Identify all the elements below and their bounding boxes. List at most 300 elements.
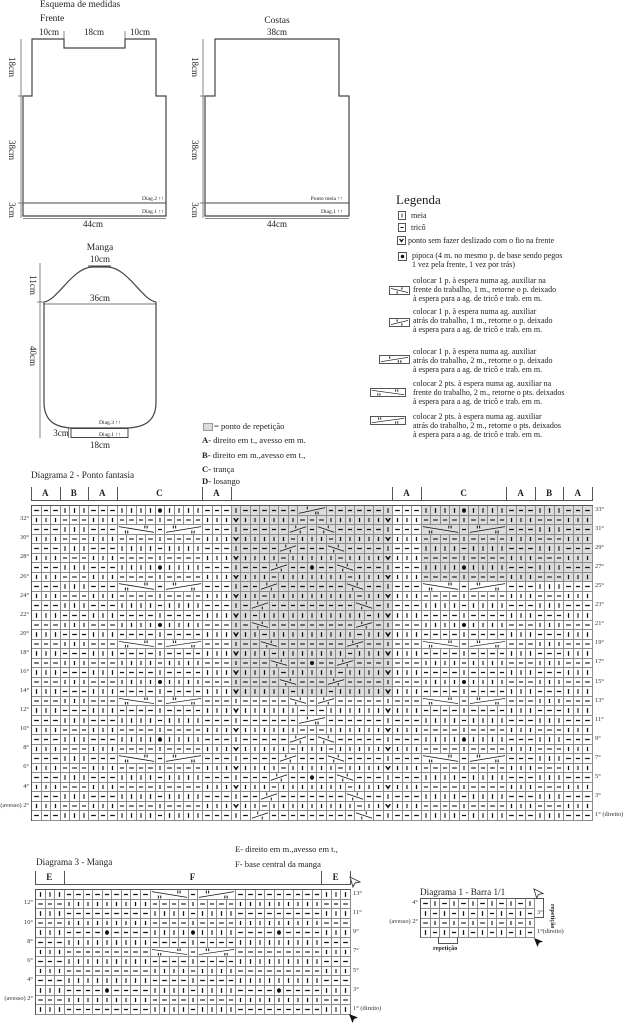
- stitch-purl: [393, 678, 403, 687]
- stitch-knit: [517, 764, 526, 773]
- stitch-purl: [564, 601, 574, 611]
- stitch-purl: [289, 601, 298, 611]
- stitch-knit: [469, 919, 478, 928]
- stitch-purl: [260, 735, 270, 745]
- stitch-knit: [393, 668, 403, 678]
- stitch-purl: [241, 716, 251, 726]
- stitch-knit: [536, 659, 545, 668]
- sleeve-body-height: 40cm: [28, 346, 38, 366]
- stitch-purl: [441, 726, 450, 735]
- stitch-knit: [80, 735, 89, 745]
- stitch-purl: [393, 697, 403, 706]
- stitch-purl: [32, 678, 42, 687]
- stitch-purl: [194, 592, 203, 601]
- chart-section-divider: [592, 487, 593, 500]
- stitch-knit: [317, 554, 327, 563]
- stitch-purl: [374, 811, 384, 821]
- stitch-knit: [260, 706, 270, 716]
- stitch-purl: [460, 754, 469, 764]
- stitch-purl: [222, 601, 232, 611]
- chart-section-label: A: [403, 488, 410, 498]
- stitch-knit: [412, 802, 422, 811]
- stitch-purl: [194, 764, 203, 773]
- cable-1x2-back: [298, 716, 327, 726]
- stitch-purl: [99, 621, 108, 630]
- stitch-purl: [374, 678, 384, 687]
- stitch-purl: [317, 659, 327, 668]
- stitch-knit: [545, 659, 555, 668]
- stitch-knit: [365, 706, 374, 716]
- stitch-purl: [246, 986, 256, 996]
- stitch-purl: [141, 948, 151, 957]
- stitch-knit: [232, 506, 241, 516]
- stitch-knit: [84, 900, 93, 909]
- row-number-label: 22°: [20, 610, 29, 618]
- stitch-knit: [355, 745, 365, 754]
- stitch-knit: [270, 535, 279, 544]
- stitch-knit: [246, 900, 256, 909]
- stitch-knit: [165, 716, 175, 726]
- stitch-purl: [251, 792, 260, 802]
- stitch-knit: [564, 706, 574, 716]
- stitch-slip: [232, 649, 241, 659]
- stitch-knit: [70, 697, 80, 706]
- stitch-knit: [42, 630, 51, 640]
- stitch-purl: [327, 640, 336, 649]
- stitch-purl: [89, 640, 99, 649]
- stitch-purl: [251, 582, 260, 592]
- stitch-knit: [222, 783, 232, 792]
- stitch-purl: [89, 773, 99, 783]
- stitch-knit: [545, 811, 555, 821]
- stitch-slip: [232, 630, 241, 640]
- stitch-purl: [74, 890, 84, 900]
- stitch-purl: [265, 986, 275, 996]
- stitch-purl: [574, 735, 583, 745]
- stitch-purl: [498, 783, 507, 792]
- section-c-note: C- trança: [202, 464, 235, 474]
- repeat-label: = ponto de repetição: [214, 421, 285, 431]
- stitch-knit: [460, 554, 469, 563]
- stitch-knit: [99, 668, 108, 678]
- stitch-knit: [469, 773, 479, 783]
- stitch-purl: [251, 611, 260, 621]
- chart-section-label: A: [42, 488, 49, 498]
- stitch-purl: [460, 525, 469, 535]
- stitch-purl: [479, 516, 488, 525]
- cable-1x1-back: [336, 659, 355, 668]
- stitch-knit: [236, 957, 246, 967]
- stitch-knit: [294, 938, 303, 948]
- stitch-purl: [194, 630, 203, 640]
- stitch-bobble: [460, 506, 469, 516]
- stitch-knit: [365, 554, 374, 563]
- stitch-purl: [99, 525, 108, 535]
- stitch-knit: [459, 909, 469, 919]
- stitch-purl: [393, 659, 403, 668]
- stitch-purl: [46, 919, 55, 928]
- stitch-purl: [213, 735, 222, 745]
- stitch-purl: [526, 506, 536, 516]
- stitch-knit: [460, 687, 469, 697]
- stitch-purl: [108, 621, 118, 630]
- stitch-purl: [127, 611, 137, 621]
- stitch-knit: [289, 668, 298, 678]
- measurement-schematics: [0, 0, 360, 460]
- stitch-slip: [384, 554, 393, 563]
- stitch-knit: [156, 802, 165, 811]
- stitch-knit: [536, 525, 545, 535]
- stitch-purl: [536, 687, 545, 697]
- stitch-knit: [51, 706, 61, 716]
- stitch-knit: [403, 649, 412, 659]
- stitch-knit: [194, 773, 203, 783]
- stitch-knit: [170, 928, 179, 938]
- stitch-purl: [450, 745, 460, 754]
- stitch-knit: [497, 928, 507, 938]
- stitch-knit: [89, 573, 99, 582]
- stitch-purl: [469, 668, 479, 678]
- stitch-purl: [507, 773, 517, 783]
- row-number-label: 23°: [595, 601, 604, 609]
- stitch-knit: [80, 811, 89, 821]
- stitch-knit: [61, 601, 70, 611]
- stitch-purl: [213, 716, 222, 726]
- stitch-purl: [265, 948, 275, 957]
- stitch-knit: [526, 726, 536, 735]
- stitch-knit: [346, 764, 355, 773]
- stitch-purl: [127, 573, 137, 582]
- stitch-purl: [203, 697, 213, 706]
- stitch-purl: [536, 764, 545, 773]
- stitch-knit: [469, 716, 479, 726]
- stitch-knit: [422, 601, 431, 611]
- stitch-purl: [156, 582, 165, 592]
- stitch-knit: [564, 783, 574, 792]
- stitch-purl: [184, 802, 194, 811]
- stitch-purl: [517, 544, 526, 554]
- stitch-knit: [422, 811, 431, 821]
- stitch-knit: [526, 802, 536, 811]
- stitch-knit: [317, 802, 327, 811]
- stitch-purl: [422, 592, 431, 601]
- stitch-purl: [108, 773, 118, 783]
- stitch-purl: [279, 554, 289, 563]
- stitch-purl: [459, 899, 469, 909]
- stitch-purl: [422, 764, 431, 773]
- stitch-purl: [70, 592, 80, 601]
- stitch-purl: [198, 919, 208, 928]
- stitch-purl: [265, 909, 275, 919]
- stitch-knit: [374, 516, 384, 525]
- stitch-knit: [374, 706, 384, 716]
- stitch-knit: [298, 592, 308, 601]
- stitch-purl: [131, 909, 141, 919]
- stitch-purl: [460, 659, 469, 668]
- stitch-purl: [108, 678, 118, 687]
- stitch-knit: [108, 535, 118, 544]
- stitch-knit: [70, 601, 80, 611]
- cable-1x1-front: [336, 563, 355, 573]
- stitch-purl: [241, 506, 251, 516]
- stitch-purl: [236, 986, 246, 996]
- stitch-purl: [118, 516, 127, 525]
- stitch-purl: [308, 640, 317, 649]
- stitch-knit: [236, 938, 246, 948]
- stitch-knit: [365, 535, 374, 544]
- stitch-knit: [422, 659, 431, 668]
- stitch-knit: [232, 773, 241, 783]
- stitch-purl: [213, 544, 222, 554]
- stitch-purl: [184, 783, 194, 792]
- stitch-purl: [227, 900, 236, 909]
- stitch-knit: [217, 928, 227, 938]
- stitch-knit: [479, 659, 488, 668]
- stitch-knit: [184, 563, 194, 573]
- stitch-purl: [160, 900, 170, 909]
- stitch-purl: [346, 621, 355, 630]
- legend-text: pipoca (4 m. no mesmo p. de base sendo pegos 1 vez pela frente, 1 vez por trás): [412, 251, 563, 270]
- stitch-knit: [80, 678, 89, 687]
- cable-2x2-back: [165, 754, 203, 764]
- stitch-knit: [574, 554, 583, 563]
- stitch-slip: [384, 745, 393, 754]
- row-number-label: 10°: [24, 918, 33, 926]
- stitch-purl: [317, 640, 327, 649]
- stitch-purl: [36, 957, 46, 967]
- stitch-purl: [42, 792, 51, 802]
- stitch-knit: [99, 783, 108, 792]
- stitch-purl: [184, 706, 194, 716]
- stitch-purl: [479, 554, 488, 563]
- stitch-purl: [165, 687, 175, 697]
- row-number-label: 19°: [595, 639, 604, 647]
- stitch-knit: [165, 773, 175, 783]
- stitch-purl: [70, 573, 80, 582]
- stitch-knit: [203, 611, 213, 621]
- stitch-purl: [89, 697, 99, 706]
- stitch-knit: [393, 649, 403, 659]
- cable-1x1-back: [270, 563, 289, 573]
- stitch-purl: [574, 811, 583, 821]
- stitch-purl: [488, 726, 498, 735]
- stitch-knit: [327, 726, 336, 735]
- stitch-purl: [431, 726, 441, 735]
- stitch-knit: [189, 976, 198, 986]
- stitch-purl: [84, 890, 93, 900]
- stitch-knit: [460, 706, 469, 716]
- row-number-label: 24°: [20, 591, 29, 599]
- stitch-purl: [61, 516, 70, 525]
- stitch-knit: [270, 668, 279, 678]
- stitch-knit: [55, 986, 65, 996]
- stitch-knit: [232, 659, 241, 668]
- stitch-purl: [236, 948, 246, 957]
- stitch-knit: [70, 735, 80, 745]
- stitch-knit: [545, 506, 555, 516]
- stitch-knit: [260, 554, 270, 563]
- stitch-purl: [450, 630, 460, 640]
- stitch-purl: [469, 516, 479, 525]
- stitch-purl: [403, 506, 412, 516]
- stitch-purl: [80, 802, 89, 811]
- stitch-knit: [289, 706, 298, 716]
- stitch-knit: [165, 659, 175, 668]
- stitch-knit: [507, 899, 516, 909]
- stitch-purl: [112, 1005, 122, 1015]
- stitch-purl: [507, 735, 517, 745]
- stitch-purl: [346, 754, 355, 764]
- stitch-knit: [332, 890, 341, 900]
- stitch-knit: [84, 919, 93, 928]
- stitch-knit: [137, 544, 146, 554]
- stitch-purl: [317, 582, 327, 592]
- stitch-purl: [517, 773, 526, 783]
- stitch-purl: [308, 792, 317, 802]
- stitch-purl: [89, 659, 99, 668]
- stitch-knit: [355, 706, 365, 716]
- stitch-purl: [146, 802, 156, 811]
- stitch-purl: [574, 716, 583, 726]
- stitch-purl: [165, 649, 175, 659]
- stitch-knit: [74, 976, 84, 986]
- stitch-purl: [99, 716, 108, 726]
- stitch-knit: [441, 792, 450, 802]
- stitch-purl: [184, 516, 194, 525]
- stitch-slip: [232, 764, 241, 773]
- stitch-knit: [308, 630, 317, 640]
- stitch-purl: [507, 563, 517, 573]
- stitch-purl: [441, 592, 450, 601]
- stitch-purl: [322, 919, 332, 928]
- stitch-purl: [536, 745, 545, 754]
- stitch-purl: [497, 919, 507, 928]
- stitch-purl: [545, 630, 555, 640]
- stitch-knit: [583, 668, 593, 678]
- stitch-purl: [32, 716, 42, 726]
- stitch-knit: [517, 668, 526, 678]
- stitch-purl: [303, 909, 313, 919]
- stitch-purl: [488, 649, 498, 659]
- stitch-bobble: [308, 773, 317, 783]
- stitch-purl: [479, 611, 488, 621]
- stitch-knit: [460, 649, 469, 659]
- stitch-purl: [251, 678, 260, 687]
- stitch-knit: [118, 506, 127, 516]
- stitch-purl: [289, 582, 298, 592]
- stitch-knit: [156, 535, 165, 544]
- stitch-purl: [422, 687, 431, 697]
- stitch-purl: [469, 706, 479, 716]
- stitch-purl: [336, 735, 346, 745]
- stitch-purl: [89, 621, 99, 630]
- stitch-purl: [365, 754, 374, 764]
- stitch-knit: [232, 811, 241, 821]
- stitch-purl: [146, 611, 156, 621]
- stitch-knit: [507, 802, 517, 811]
- stitch-purl: [497, 899, 507, 909]
- stitch-purl: [146, 592, 156, 601]
- stitch-purl: [498, 687, 507, 697]
- stitch-purl: [160, 938, 170, 948]
- stitch-purl: [583, 697, 593, 706]
- stitch-purl: [270, 601, 279, 611]
- stitch-purl: [251, 697, 260, 706]
- stitch-knit: [213, 668, 222, 678]
- cable-1x1-back: [260, 582, 279, 592]
- stitch-purl: [412, 697, 422, 706]
- stitch-purl: [469, 687, 479, 697]
- stitch-purl: [374, 735, 384, 745]
- legend-text: colocar 1 p. à espera numa ag. auxiliar na frente do trabalho, 1 m., retorne o p. deixado à espera para a ag. de tricô e trab. em m.: [413, 276, 557, 304]
- cable-1x1-back: [251, 601, 270, 611]
- stitch-knit: [227, 986, 236, 996]
- stitch-purl: [412, 621, 422, 630]
- stitch-purl: [336, 792, 346, 802]
- stitch-purl: [479, 745, 488, 754]
- stitch-knit: [194, 678, 203, 687]
- stitch-knit: [336, 687, 346, 697]
- stitch-slip: [232, 687, 241, 697]
- sleeve-title: Manga: [86, 243, 114, 253]
- stitch-knit: [479, 621, 488, 630]
- stitch-knit: [156, 611, 165, 621]
- stitch-knit: [536, 697, 545, 706]
- stitch-purl: [317, 621, 327, 630]
- stitch-knit: [289, 592, 298, 601]
- stitch-slip: [232, 783, 241, 792]
- cable-1x1-front-symbol-icon: [389, 286, 410, 295]
- stitch-knit: [42, 764, 51, 773]
- chart-section-divider: [392, 487, 393, 500]
- stitch-purl: [303, 928, 313, 938]
- stitch-purl: [222, 792, 232, 802]
- stitch-purl: [203, 716, 213, 726]
- stitch-purl: [298, 706, 308, 716]
- stitch-purl: [156, 544, 165, 554]
- stitch-knit: [203, 687, 213, 697]
- stitch-purl: [74, 909, 84, 919]
- stitch-purl: [289, 811, 298, 821]
- stitch-knit: [303, 996, 313, 1005]
- stitch-purl: [270, 735, 279, 745]
- stitch-knit: [574, 516, 583, 525]
- stitch-purl: [203, 811, 213, 821]
- stitch-purl: [175, 764, 184, 773]
- stitch-knit: [517, 649, 526, 659]
- stitch-purl: [222, 678, 232, 687]
- stitch-knit: [393, 516, 403, 525]
- stitch-knit: [583, 516, 593, 525]
- stitch-purl: [170, 996, 179, 1005]
- stitch-knit: [279, 783, 289, 792]
- stitch-purl: [488, 928, 497, 938]
- stitch-knit: [431, 506, 441, 516]
- stitch-knit: [232, 754, 241, 764]
- stitch-purl: [393, 640, 403, 649]
- stitch-bobble: [189, 928, 198, 938]
- stitch-purl: [332, 919, 341, 928]
- stitch-knit: [289, 649, 298, 659]
- stitch-knit: [507, 745, 517, 754]
- stitch-purl: [327, 792, 336, 802]
- stitch-knit: [422, 716, 431, 726]
- stitch-purl: [74, 948, 84, 957]
- stitch-knit: [412, 706, 422, 716]
- stitch-knit: [246, 957, 256, 967]
- stitch-knit: [46, 986, 55, 996]
- stitch-purl: [146, 630, 156, 640]
